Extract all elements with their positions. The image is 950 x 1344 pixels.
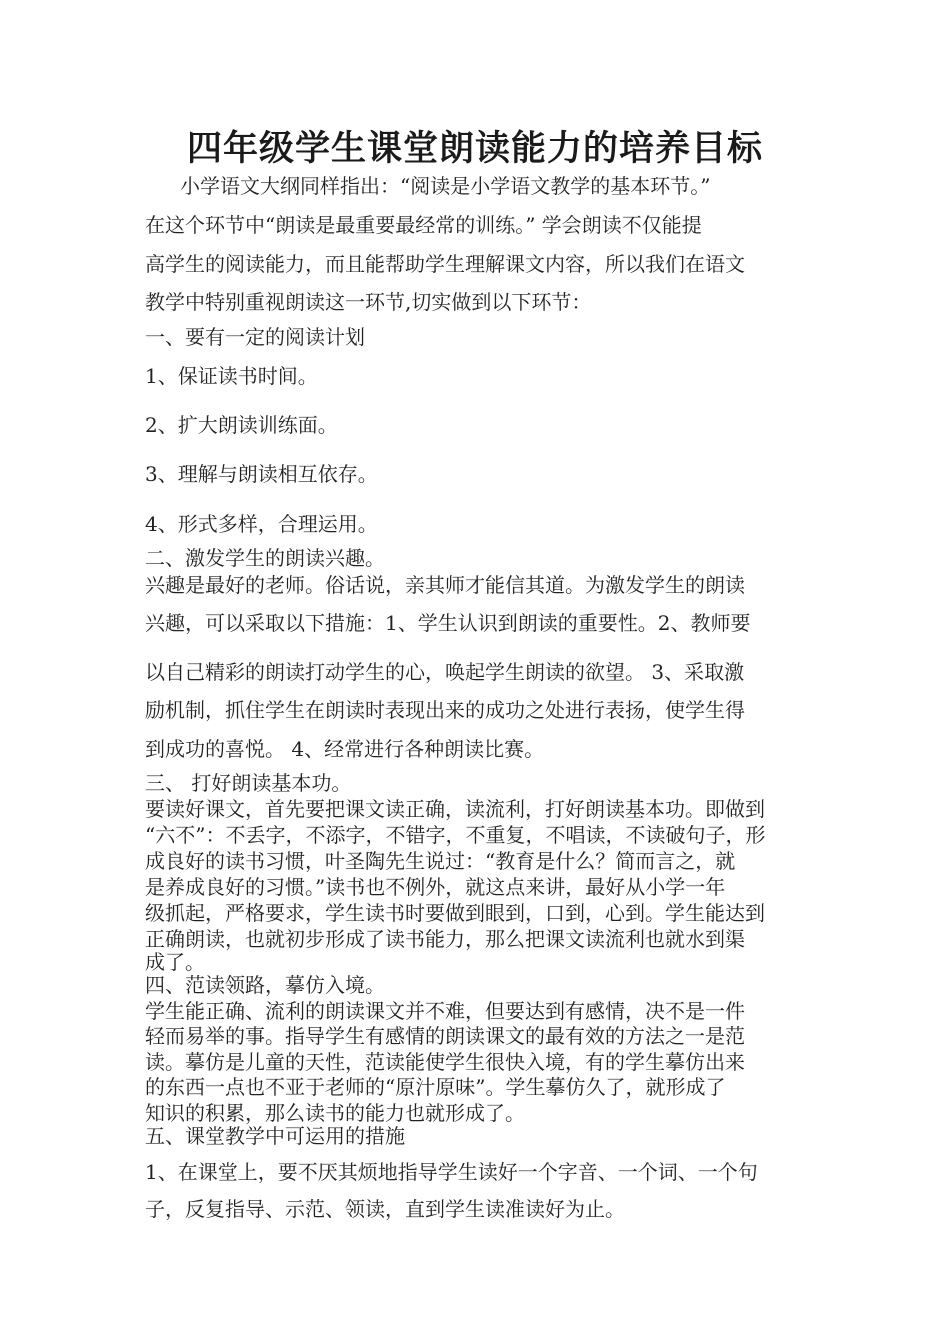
section-heading: 二、激发学生的朗读兴趣。 [145,546,385,570]
document-title: 四年级学生课堂朗读能力的培养目标 [186,129,763,169]
paragraph-line: 励机制，抓住学生在朗读时表现出来的成功之处进行表扬，使学生得 [145,698,745,722]
section-heading: 三、 打好朗读基本功。 [145,771,352,795]
intro-line: 高学生的阅读能力，而且能帮助学生理解课文内容，所以我们在语文 [145,252,745,276]
paragraph-line: 正确朗读，也就初步形成了读书能力，那么把课文读流利也就水到渠 [145,927,745,951]
intro-line: 小学语文大纲同样指出：“阅读是小学语文教学的基本环节。” [180,174,711,198]
paragraph-line: 以自己精彩的朗读打动学生的心，唤起学生朗读的欲望。 3、采取激 [145,660,745,684]
paragraph-line: 1、在课堂上，要不厌其烦地指导学生读好一个字音、一个词、一个句 [145,1160,758,1184]
section-heading: 一、要有一定的阅读计划 [145,325,365,349]
paragraph-line: 是养成良好的习惯。”读书也不例外，就这点来讲，最好从小学一年 [145,875,726,899]
list-item: 3、理解与朗读相互依存。 [145,462,378,486]
paragraph-line: 兴趣，可以采取以下措施：1、学生认识到朗读的重要性。2、教师要 [145,611,751,635]
list-item: 2、扩大朗读训练面。 [145,413,338,437]
intro-line: 教学中特别重视朗读这一环节,切实做到以下环节： [145,290,592,314]
section-heading: 五、课堂教学中可运用的措施 [145,1124,405,1148]
list-item: 1、保证读书时间。 [145,364,318,388]
paragraph-line: 轻而易举的事。指导学生有感情的朗读课文的最有效的方法之一是范 [145,1024,745,1048]
paragraph-line: 学生能正确、流利的朗读课文并不难，但要达到有感情，决不是一件 [145,999,745,1023]
intro-line: 在这个环节中“朗读是最重要最经常的训练。” 学会朗读不仅能提 [145,213,702,237]
paragraph-line: “六不”：不丢字，不添字，不错字，不重复，不唱读，不读破句子，形 [145,823,766,847]
paragraph-line: 要读好课文，首先要把课文读正确，读流利，打好朗读基本功。即做到 [145,797,765,821]
paragraph-line: 知识的积累，那么读书的能力也就形成了。 [145,1101,525,1125]
paragraph-line: 到成功的喜悦。 4、经常进行各种朗读比赛。 [145,737,545,761]
paragraph-line: 级抓起，严格要求，学生读书时要做到眼到，口到，心到。学生能达到 [145,901,765,925]
list-item: 4、形式多样，合理运用。 [145,512,378,536]
paragraph-line: 成了。 [145,950,205,974]
section-heading: 四、范读领路，摹仿入境。 [145,973,385,997]
paragraph-line: 兴趣是最好的老师。俗话说，亲其师才能信其道。为激发学生的朗读 [145,573,745,597]
paragraph-line: 读。摹仿是儿童的天性，范读能使学生很快入境，有的学生摹仿出来 [145,1050,745,1074]
paragraph-line: 子，反复指导、示范、领读，直到学生读准读好为止。 [145,1197,625,1221]
paragraph-line: 的东西一点也不亚于老师的“原汁原味”。学生摹仿久了，就形成了 [145,1075,726,1099]
paragraph-line: 成良好的读书习惯，叶圣陶先生说过：“教育是什么？简而言之，就 [145,849,736,873]
